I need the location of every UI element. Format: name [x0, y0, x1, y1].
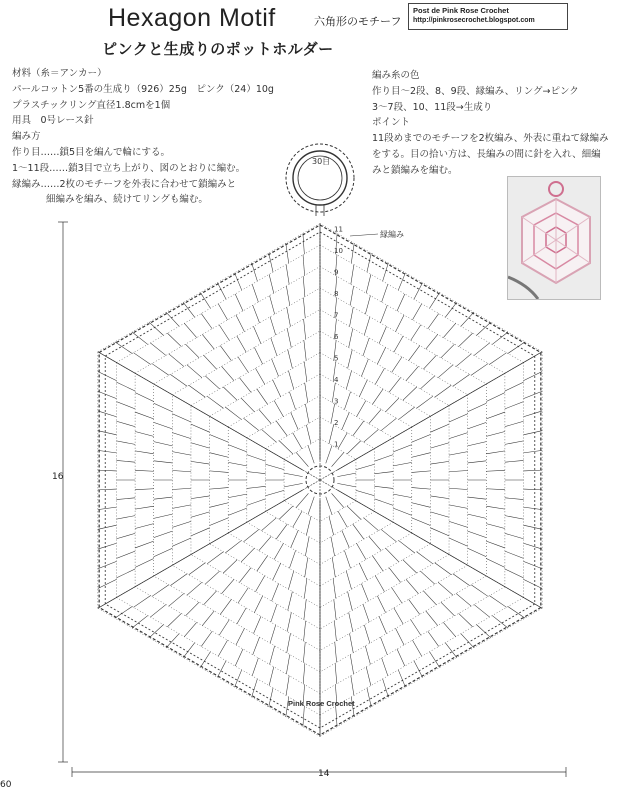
row-number-11: 11	[334, 225, 343, 234]
height-label: 16	[52, 472, 64, 482]
edging-leader-line	[350, 234, 378, 236]
point-heading: ポイント	[372, 117, 411, 129]
row-number-1: 1	[334, 440, 339, 449]
row-number-8: 8	[334, 290, 339, 298]
width-label: 14	[318, 769, 330, 779]
row-number-3: 3	[334, 397, 339, 406]
page-title-japanese: 六角形のモチーフ	[314, 15, 402, 28]
method-edging-cont: 細編みを編み、続けてリングも編む。	[46, 194, 208, 206]
row-number-5: 5	[334, 354, 339, 363]
credit-url: http://pinkrosecrochet.blogspot.com	[413, 17, 535, 24]
row-number-4: 4	[334, 376, 339, 384]
hexagon-chart	[98, 224, 542, 737]
ring-stitch-count: 30目	[312, 157, 331, 166]
materials-yarn: パールコットン5番の生成り（926）25g ピンク（24）10g	[12, 83, 274, 95]
method-foundation: 作り目……鎖5目を編んで輪にする。	[12, 146, 171, 158]
point-line-1: 11段めまでのモチーフを2枚編み、外表に重ねて縁編み	[372, 133, 609, 145]
row-number-7: 7	[334, 311, 339, 320]
colors-pink: 作り目〜2段、8、9段、縁編み、リング→ピンク	[372, 85, 579, 97]
page-title: Hexagon Motif	[108, 4, 276, 32]
watermark-text: Pink Rose Crochet	[288, 699, 355, 708]
row-number-6: 6	[334, 333, 339, 341]
method-heading: 編み方	[12, 131, 41, 143]
method-edging: 縁編み……2枚のモチーフを外表に合わせて鎖編みと	[12, 178, 237, 190]
tools-line: 用具 0号レース針	[12, 115, 94, 127]
point-line-3: みと鎖編みを編む。	[372, 164, 458, 176]
materials-heading: 材料（糸＝アンカー）	[12, 68, 107, 79]
row-number-10: 10	[334, 247, 343, 255]
colors-ecru: 3〜7段、10、11段→生成り	[372, 101, 493, 113]
hanging-ring	[286, 144, 354, 216]
page-subtitle: ピンクと生成りのポットホルダー	[102, 40, 334, 58]
method-rows: 1〜11段……鎖3目で立ち上がり、図のとおりに編む。	[12, 162, 246, 174]
row-number-9: 9	[334, 268, 339, 277]
credit-name: Post de Pink Rose Crochet	[413, 6, 509, 15]
point-line-2: をする。目の拾い方は、長編みの間に針を入れ、細編	[372, 148, 601, 160]
page-number: 60	[0, 780, 12, 790]
colors-heading: 編み糸の色	[372, 70, 420, 81]
row-number-2: 2	[334, 419, 339, 427]
row-number-labels	[334, 226, 343, 449]
materials-ring: プラスチックリング直径1.8cmを1個	[12, 99, 171, 111]
edging-label: 縁編み	[380, 230, 404, 239]
